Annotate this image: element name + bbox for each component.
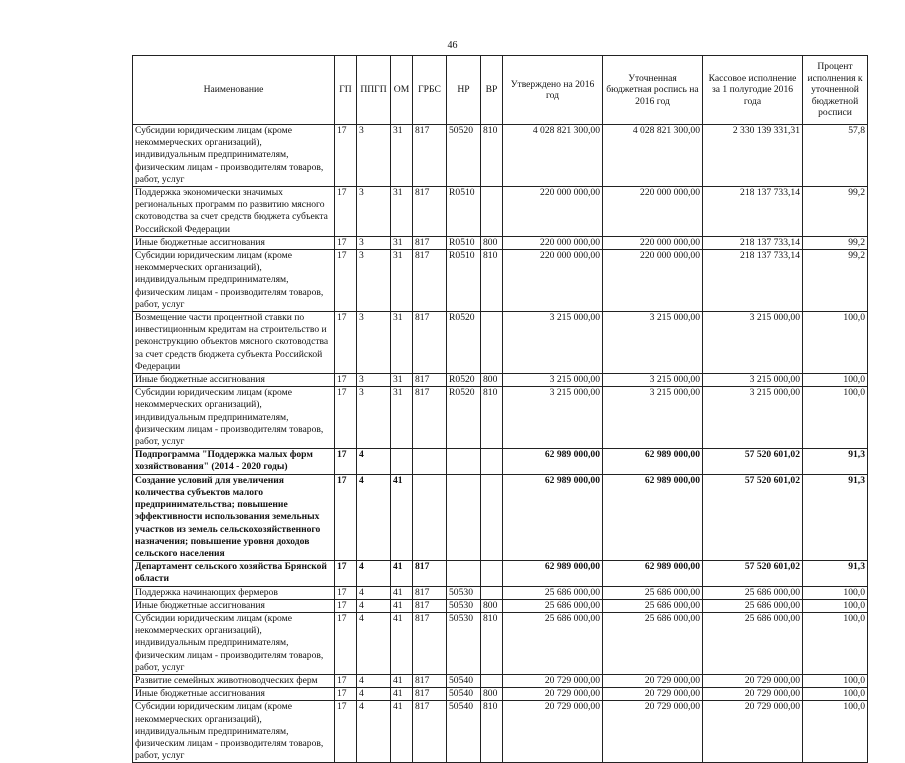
- row-name: Субсидии юридическим лицам (кроме некоммерческих организаций), индивидуальным предпринимателям, физическим лицам - производителям товаров, работ, услуг: [133, 387, 335, 449]
- column-header-name: Наименование: [133, 56, 335, 125]
- row-name: Подпрограмма "Поддержка малых форм хозяйствования" (2014 - 2020 годы): [133, 449, 335, 474]
- row-percent: 100,0: [803, 312, 868, 374]
- row-ppgp: 3: [357, 125, 391, 187]
- row-cash: 218 137 733,14: [703, 250, 803, 312]
- row-nr: R0510: [447, 187, 481, 237]
- row-ppgp: 4: [357, 561, 391, 586]
- row-nr: 50530: [447, 599, 481, 612]
- row-gp: 17: [335, 674, 357, 687]
- row-percent: 100,0: [803, 674, 868, 687]
- row-approved: 25 686 000,00: [503, 599, 603, 612]
- row-percent: 100,0: [803, 612, 868, 674]
- row-om: [391, 449, 413, 474]
- row-approved: 3 215 000,00: [503, 387, 603, 449]
- column-header-ppgp: ППГП: [357, 56, 391, 125]
- row-cash: 218 137 733,14: [703, 236, 803, 249]
- row-gp: 17: [335, 586, 357, 599]
- column-header-om: ОМ: [391, 56, 413, 125]
- row-percent: 100,0: [803, 387, 868, 449]
- column-header-gp: ГП: [335, 56, 357, 125]
- row-ppgp: 4: [357, 449, 391, 474]
- row-gp: 17: [335, 599, 357, 612]
- row-cash: 25 686 000,00: [703, 599, 803, 612]
- row-grbs: 817: [413, 688, 447, 701]
- row-grbs: 817: [413, 599, 447, 612]
- row-grbs: 817: [413, 674, 447, 687]
- row-vr: 810: [481, 250, 503, 312]
- row-om: 41: [391, 688, 413, 701]
- row-gp: 17: [335, 688, 357, 701]
- row-name: Создание условий для увеличения количества субъектов малого предпринимательства; повышение эффективности использования земельных участков из земель сельскохозяйственного назначения; повышение уровня доходов сельского населения: [133, 474, 335, 560]
- row-grbs: 817: [413, 250, 447, 312]
- row-nr: 50520: [447, 125, 481, 187]
- column-header-percent: Процент исполнения к уточненной бюджетной росписи: [803, 56, 868, 125]
- row-percent: 100,0: [803, 374, 868, 387]
- row-cash: 20 729 000,00: [703, 688, 803, 701]
- row-percent: 57,8: [803, 125, 868, 187]
- row-ppgp: 3: [357, 250, 391, 312]
- row-refined: 4 028 821 300,00: [603, 125, 703, 187]
- row-gp: 17: [335, 374, 357, 387]
- row-cash: 57 520 601,02: [703, 561, 803, 586]
- row-cash: 218 137 733,14: [703, 187, 803, 237]
- row-percent: 99,2: [803, 187, 868, 237]
- row-nr: 50540: [447, 701, 481, 763]
- row-approved: 62 989 000,00: [503, 449, 603, 474]
- row-om: 41: [391, 674, 413, 687]
- row-name: Поддержка начинающих фермеров: [133, 586, 335, 599]
- table-row: [133, 586, 868, 599]
- table-row: [133, 688, 868, 701]
- table-row: [133, 250, 868, 312]
- row-gp: 17: [335, 125, 357, 187]
- row-refined: 20 729 000,00: [603, 674, 703, 687]
- row-nr: R0520: [447, 387, 481, 449]
- row-ppgp: 3: [357, 236, 391, 249]
- row-nr: [447, 449, 481, 474]
- table-row: [133, 474, 868, 560]
- row-vr: 800: [481, 688, 503, 701]
- row-approved: 220 000 000,00: [503, 187, 603, 237]
- table-row: [133, 449, 868, 474]
- row-percent: 100,0: [803, 599, 868, 612]
- row-gp: 17: [335, 387, 357, 449]
- row-om: 41: [391, 612, 413, 674]
- row-om: 31: [391, 387, 413, 449]
- row-gp: 17: [335, 474, 357, 560]
- row-percent: 99,2: [803, 250, 868, 312]
- table-row: [133, 125, 868, 187]
- table-row: [133, 561, 868, 586]
- row-cash: 25 686 000,00: [703, 612, 803, 674]
- row-om: 31: [391, 250, 413, 312]
- row-refined: 62 989 000,00: [603, 561, 703, 586]
- row-approved: 3 215 000,00: [503, 374, 603, 387]
- row-ppgp: 4: [357, 474, 391, 560]
- row-refined: 3 215 000,00: [603, 374, 703, 387]
- row-approved: 220 000 000,00: [503, 250, 603, 312]
- row-grbs: 817: [413, 374, 447, 387]
- row-gp: 17: [335, 187, 357, 237]
- row-ppgp: 3: [357, 312, 391, 374]
- row-om: 41: [391, 586, 413, 599]
- column-header-grbs: ГРБС: [413, 56, 447, 125]
- row-nr: 50540: [447, 688, 481, 701]
- row-approved: 20 729 000,00: [503, 688, 603, 701]
- row-om: 31: [391, 187, 413, 237]
- row-refined: 220 000 000,00: [603, 187, 703, 237]
- row-vr: 800: [481, 374, 503, 387]
- row-grbs: [413, 474, 447, 560]
- row-name: Иные бюджетные ассигнования: [133, 236, 335, 249]
- row-cash: 57 520 601,02: [703, 474, 803, 560]
- row-vr: 810: [481, 701, 503, 763]
- row-refined: 25 686 000,00: [603, 599, 703, 612]
- row-approved: 25 686 000,00: [503, 586, 603, 599]
- row-nr: R0520: [447, 374, 481, 387]
- row-om: 41: [391, 561, 413, 586]
- row-vr: [481, 312, 503, 374]
- row-gp: 17: [335, 250, 357, 312]
- row-percent: 91,3: [803, 561, 868, 586]
- row-name: Субсидии юридическим лицам (кроме некоммерческих организаций), индивидуальным предпринимателям, физическим лицам - производителям товаров, работ, услуг: [133, 612, 335, 674]
- row-cash: 57 520 601,02: [703, 449, 803, 474]
- table-row: [133, 599, 868, 612]
- row-grbs: 817: [413, 561, 447, 586]
- table-row: [133, 187, 868, 237]
- row-name: Субсидии юридическим лицам (кроме некоммерческих организаций), индивидуальным предпринимателям, физическим лицам - производителям товаров, работ, услуг: [133, 125, 335, 187]
- row-refined: 62 989 000,00: [603, 474, 703, 560]
- row-approved: 20 729 000,00: [503, 701, 603, 763]
- row-grbs: 817: [413, 312, 447, 374]
- column-header-refined: Уточненная бюджетная роспись на 2016 год: [603, 56, 703, 125]
- row-refined: 62 989 000,00: [603, 449, 703, 474]
- row-approved: 220 000 000,00: [503, 236, 603, 249]
- row-nr: R0520: [447, 312, 481, 374]
- row-percent: 100,0: [803, 688, 868, 701]
- row-ppgp: 4: [357, 586, 391, 599]
- row-percent: 91,3: [803, 474, 868, 560]
- row-vr: 800: [481, 236, 503, 249]
- row-ppgp: 4: [357, 599, 391, 612]
- table-row: [133, 312, 868, 374]
- row-refined: 220 000 000,00: [603, 250, 703, 312]
- row-ppgp: 4: [357, 612, 391, 674]
- row-nr: [447, 474, 481, 560]
- row-percent: 100,0: [803, 701, 868, 763]
- row-gp: 17: [335, 236, 357, 249]
- row-om: 31: [391, 236, 413, 249]
- row-percent: 100,0: [803, 586, 868, 599]
- row-name: Субсидии юридическим лицам (кроме некоммерческих организаций), индивидуальным предпринимателям, физическим лицам - производителям товаров, работ, услуг: [133, 250, 335, 312]
- table-row: [133, 701, 868, 763]
- row-vr: 810: [481, 387, 503, 449]
- row-refined: 220 000 000,00: [603, 236, 703, 249]
- row-om: 31: [391, 374, 413, 387]
- row-cash: 20 729 000,00: [703, 701, 803, 763]
- row-vr: [481, 674, 503, 687]
- table-row: [133, 674, 868, 687]
- table-header-row: [133, 56, 868, 125]
- row-ppgp: 3: [357, 387, 391, 449]
- row-grbs: 817: [413, 612, 447, 674]
- row-name: Поддержка экономически значимых региональных программ по развитию мясного скотоводства за счет средств бюджета субъекта Российской Федерации: [133, 187, 335, 237]
- row-cash: 25 686 000,00: [703, 586, 803, 599]
- table-row: [133, 612, 868, 674]
- page-number: 46: [447, 40, 458, 51]
- row-gp: 17: [335, 449, 357, 474]
- budget-table: [132, 55, 868, 763]
- row-cash: 2 330 139 331,31: [703, 125, 803, 187]
- row-vr: [481, 474, 503, 560]
- row-approved: 20 729 000,00: [503, 674, 603, 687]
- row-om: 41: [391, 474, 413, 560]
- row-approved: 4 028 821 300,00: [503, 125, 603, 187]
- row-vr: [481, 561, 503, 586]
- row-vr: [481, 586, 503, 599]
- row-gp: 17: [335, 612, 357, 674]
- row-ppgp: 4: [357, 688, 391, 701]
- row-approved: 62 989 000,00: [503, 561, 603, 586]
- table-body: [133, 125, 868, 763]
- row-refined: 3 215 000,00: [603, 387, 703, 449]
- column-header-nr: НР: [447, 56, 481, 125]
- row-om: 31: [391, 312, 413, 374]
- row-refined: 25 686 000,00: [603, 586, 703, 599]
- row-vr: 810: [481, 125, 503, 187]
- row-grbs: 817: [413, 701, 447, 763]
- row-vr: [481, 449, 503, 474]
- table-row: [133, 374, 868, 387]
- row-om: 41: [391, 701, 413, 763]
- row-vr: [481, 187, 503, 237]
- row-cash: 20 729 000,00: [703, 674, 803, 687]
- row-cash: 3 215 000,00: [703, 312, 803, 374]
- row-refined: 20 729 000,00: [603, 688, 703, 701]
- row-cash: 3 215 000,00: [703, 387, 803, 449]
- table-row: [133, 387, 868, 449]
- row-approved: 3 215 000,00: [503, 312, 603, 374]
- row-name: Иные бюджетные ассигнования: [133, 599, 335, 612]
- row-grbs: 817: [413, 236, 447, 249]
- row-name: Иные бюджетные ассигнования: [133, 374, 335, 387]
- row-grbs: 817: [413, 187, 447, 237]
- row-ppgp: 3: [357, 374, 391, 387]
- row-name: Иные бюджетные ассигнования: [133, 688, 335, 701]
- row-grbs: [413, 449, 447, 474]
- row-percent: 99,2: [803, 236, 868, 249]
- row-gp: 17: [335, 701, 357, 763]
- row-refined: 3 215 000,00: [603, 312, 703, 374]
- row-grbs: 817: [413, 387, 447, 449]
- row-refined: 25 686 000,00: [603, 612, 703, 674]
- row-nr: 50530: [447, 586, 481, 599]
- row-name: Развитие семейных животноводческих ферм: [133, 674, 335, 687]
- row-approved: 25 686 000,00: [503, 612, 603, 674]
- row-nr: R0510: [447, 250, 481, 312]
- row-ppgp: 3: [357, 187, 391, 237]
- row-name: Департамент сельского хозяйства Брянской области: [133, 561, 335, 586]
- row-grbs: 817: [413, 586, 447, 599]
- column-header-vr: ВР: [481, 56, 503, 125]
- row-ppgp: 4: [357, 701, 391, 763]
- table-row: [133, 236, 868, 249]
- row-vr: 800: [481, 599, 503, 612]
- column-header-cash: Кассовое исполнение за 1 полугодие 2016 года: [703, 56, 803, 125]
- row-cash: 3 215 000,00: [703, 374, 803, 387]
- row-percent: 91,3: [803, 449, 868, 474]
- row-nr: 50540: [447, 674, 481, 687]
- row-ppgp: 4: [357, 674, 391, 687]
- column-header-approved: Утверждено на 2016 год: [503, 56, 603, 125]
- row-name: Возмещение части процентной ставки по инвестиционным кредитам на строительство и реконструкцию объектов мясного скотоводства за счет средств бюджета субъекта Российской Федерации: [133, 312, 335, 374]
- row-om: 41: [391, 599, 413, 612]
- row-om: 31: [391, 125, 413, 187]
- row-refined: 20 729 000,00: [603, 701, 703, 763]
- row-vr: 810: [481, 612, 503, 674]
- row-gp: 17: [335, 561, 357, 586]
- row-gp: 17: [335, 312, 357, 374]
- row-grbs: 817: [413, 125, 447, 187]
- row-approved: 62 989 000,00: [503, 474, 603, 560]
- row-nr: R0510: [447, 236, 481, 249]
- row-nr: 50530: [447, 612, 481, 674]
- row-name: Субсидии юридическим лицам (кроме некоммерческих организаций), индивидуальным предпринимателям, физическим лицам - производителям товаров, работ, услуг: [133, 701, 335, 763]
- row-nr: [447, 561, 481, 586]
